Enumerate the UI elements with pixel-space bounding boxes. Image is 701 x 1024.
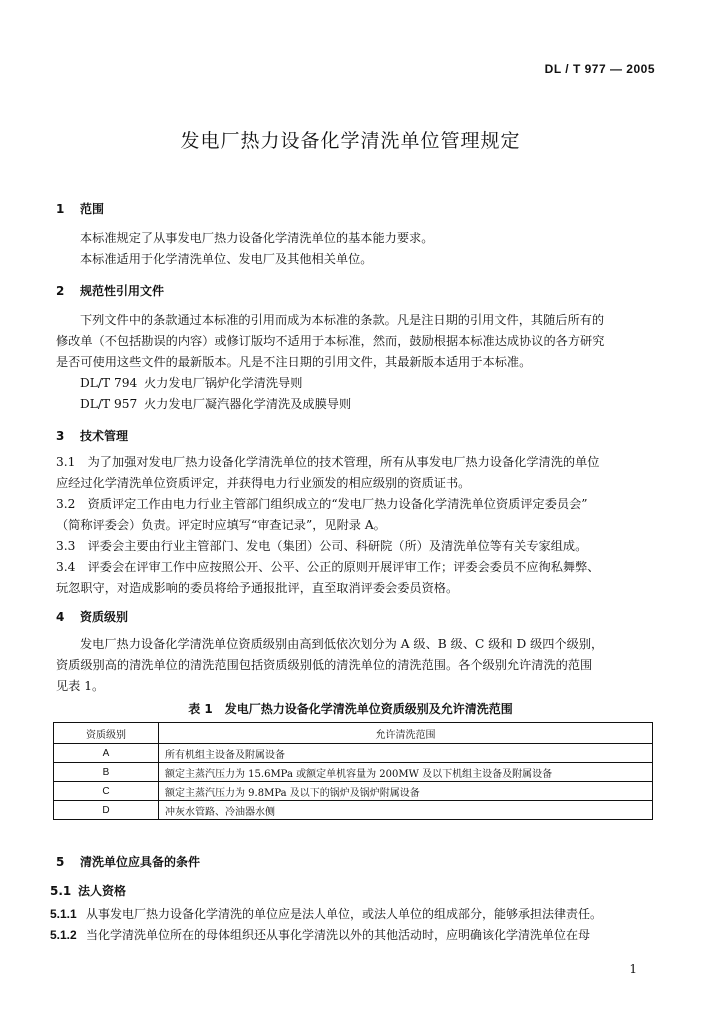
subsection-number: 5.1 [50,884,72,898]
scope-cell: 所有机组主设备及附属设备 [159,744,653,763]
clause-line: 3.2 资质评定工作由电力行业主管部门组织成立的“发电厂热力设备化学清洗单位资质评定委员会” [56,497,588,511]
clause-item [50,925,590,946]
table-row [54,782,653,801]
clause-line: 3.3 评委会主要由行业主管部门、发电（集团）公司、科研院（所）及清洗单位等有关专家组成。 [56,539,588,553]
reference-code: DL/T 957 [80,397,138,411]
section-title: 清洗单位应具备的条件 [80,855,201,869]
level-cell: C [54,782,159,801]
paragraph-line: 发电厂热力设备化学清洗单位资质级别由高到低依次划分为 A 级、B 级、C 级和 D 级四个级别， [80,637,604,651]
clause-line: （简称评委会）负责。评定时应填写“审查记录”，见附录 A。 [56,518,386,532]
subsection-5-1-heading [50,882,126,899]
clause-line: 3.4 评委会在评审工作中应按照公开、公平、公正的原则开展评审工作；评委会委员不应徇私舞弊、 [56,560,600,574]
section-5-heading [56,853,200,870]
section-number: 5 [56,855,65,869]
level-cell: D [54,801,159,820]
section-4-heading [56,608,128,625]
page-number: 1 [629,962,637,976]
section-number: 4 [56,610,65,624]
column-header-scope: 允许清洗范围 [159,723,653,744]
clause-number: 5.1.2 [50,928,77,942]
table-row [54,801,653,820]
clause-line: 玩忽职守，对造成影响的委员将给予通报批评，直至取消评委会委员资格。 [56,581,459,595]
section-title: 资质级别 [80,610,129,624]
paragraph-line: 下列文件中的条款通过本标准的引用而成为本标准的条款。凡是注日期的引用文件，其随后所有的 [80,313,605,327]
paragraph: 本标准规定了从事发电厂热力设备化学清洗单位的基本能力要求。 [80,231,434,245]
section-number: 2 [56,284,65,298]
table-row [54,763,653,782]
scope-cell: 额定主蒸汽压力为 9.8MPa 及以下的锅炉及锅炉附属设备 [159,782,653,801]
clause-line: 3.1 为了加强对发电厂热力设备化学清洗单位的技术管理，所有从事发电厂热力设备化学清洗的单位 [56,455,600,469]
level-cell: B [54,763,159,782]
scope-cell: 额定主蒸汽压力为 15.6MPa 或额定单机容量为 200MW 及以下机组主设备及附属设备 [159,763,653,782]
reference-item [80,394,351,415]
clause-number: 5.1.1 [50,907,77,921]
section-1-heading [56,200,104,217]
clause-line: 应经过化学清洗单位资质评定，并获得电力行业颁发的相应级别的资质证书。 [56,476,471,490]
qualification-level-table [53,722,653,820]
reference-code: DL/T 794 [80,376,138,390]
clause-text: 当化学清洗单位所在的母体组织还从事化学清洗以外的其他活动时，应明确该化学清洗单位在母 [86,928,591,942]
table-header-row [54,723,653,744]
section-title: 技术管理 [80,429,129,443]
table-caption: 表 1 发电厂热力设备化学清洗单位资质级别及允许清洗范围 [188,702,513,716]
section-title: 规范性引用文件 [80,284,165,298]
section-2-heading [56,282,164,299]
paragraph: 本标准适用于化学清洗单位、发电厂及其他相关单位。 [80,252,373,266]
paragraph-line: 见表 1。 [56,679,105,693]
table-row [54,744,653,763]
paragraph-line: 修改单（不包括勘误的内容）或修订版均不适用于本标准，然而，鼓励根据本标准达成协议的各方研究 [56,334,605,348]
reference-name: 火力发电厂锅炉化学清洗导则 [144,376,303,390]
section-number: 3 [56,429,65,443]
column-header-level: 资质级别 [54,723,159,744]
document-title: 发电厂热力设备化学清洗单位管理规定 [180,130,521,152]
document-number: DL / T 977 — 2005 [544,62,655,76]
clause-item [50,904,602,925]
clause-text: 从事发电厂热力设备化学清洗的单位应是法人单位，或法人单位的组成部分，能够承担法律责任。 [86,907,603,921]
reference-name: 火力发电厂凝汽器化学清洗及成膜导则 [144,397,352,411]
subsection-title: 法人资格 [78,884,127,898]
reference-item [80,373,302,394]
level-cell: A [54,744,159,763]
paragraph-line: 资质级别高的清洗单位的清洗范围包括资质级别低的清洗单位的清洗范围。各个级别允许清洗的范围 [56,658,593,672]
section-title: 范围 [80,202,105,216]
section-number: 1 [56,202,65,216]
paragraph-line: 是否可使用这些文件的最新版本。凡是不注日期的引用文件，其最新版本适用于本标准。 [56,355,532,369]
section-3-heading [56,427,128,444]
scope-cell: 冲灰水管路、冷油器水侧 [159,801,653,820]
